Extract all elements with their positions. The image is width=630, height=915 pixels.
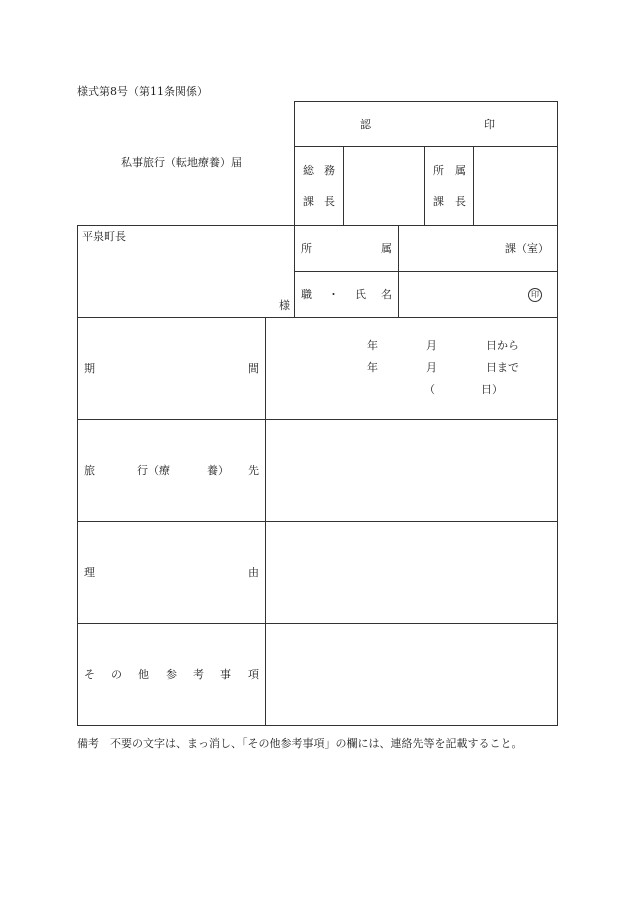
row-divider-1 — [77, 317, 558, 318]
other-char: 他 — [138, 668, 149, 681]
applicant-shozoku-r: 属 — [381, 242, 392, 255]
shozoku-char-2: 属 — [455, 164, 466, 177]
shozoku-char-1: 所 — [433, 164, 444, 177]
destination-char-2: 行（療 — [137, 464, 170, 477]
shozoku-char-4: 長 — [455, 195, 466, 208]
form-number: 様式第8号（第11条関係） — [77, 85, 208, 98]
approval-nin-label: 認 — [360, 118, 371, 131]
period-month-2: 月 — [426, 361, 437, 374]
row-divider-4 — [77, 623, 558, 624]
reason-label-r: 由 — [248, 566, 259, 579]
destination-char-1: 旅 — [84, 464, 95, 477]
period-day-from: 日から — [486, 339, 519, 352]
town-mayor: 平泉町長 — [82, 230, 126, 243]
applicant-shi: 氏 — [355, 288, 366, 301]
approval-vline-1 — [343, 146, 344, 226]
destination-char-3: 養） — [207, 464, 229, 477]
period-label-l: 期 — [84, 362, 95, 375]
somu-char-3: 課 — [303, 195, 314, 208]
applicant-mei: 名 — [381, 288, 392, 301]
honorific-sama: 様 — [279, 299, 290, 312]
approval-divider — [294, 146, 558, 147]
somu-char-4: 長 — [324, 195, 335, 208]
destination-char-4: 先 — [248, 464, 259, 477]
other-char: 参 — [166, 668, 177, 681]
period-paren-open: （ — [424, 383, 435, 396]
other-char: の — [111, 668, 122, 681]
period-days-close: 日） — [481, 383, 503, 396]
period-day-to: 日まで — [486, 361, 519, 374]
applicant-mid-divider — [294, 271, 558, 272]
row-divider-2 — [77, 419, 558, 420]
other-char: 事 — [220, 668, 231, 681]
applicant-shoku: 職 — [301, 288, 312, 301]
other-char: 項 — [248, 668, 259, 681]
row-divider-3 — [77, 521, 558, 522]
other-char: そ — [84, 668, 95, 681]
somu-char-1: 総 — [303, 164, 314, 177]
period-month-1: 月 — [426, 339, 437, 352]
form-title: 私事旅行（転地療養）届 — [121, 156, 242, 169]
approval-vline-3 — [473, 146, 474, 226]
applicant-shozoku-l: 所 — [301, 242, 312, 255]
period-label-r: 間 — [248, 362, 259, 375]
remarks-note: 備考 不要の文字は、まっ消し、「その他参考事項」の欄には、連絡先等を記載すること。 — [77, 737, 523, 750]
shozoku-char-3: 課 — [433, 195, 444, 208]
applicant-dot: ・ — [328, 288, 339, 301]
approval-in-label: 印 — [484, 118, 495, 131]
applicant-ka-shitsu: 課（室） — [505, 242, 549, 255]
reason-label-l: 理 — [84, 566, 95, 579]
seal-mark: 印 — [528, 288, 542, 302]
other-char: 考 — [193, 668, 204, 681]
period-year-2: 年 — [367, 361, 378, 374]
period-year-1: 年 — [367, 339, 378, 352]
somu-char-2: 務 — [324, 164, 335, 177]
approval-vline-2 — [424, 146, 425, 226]
